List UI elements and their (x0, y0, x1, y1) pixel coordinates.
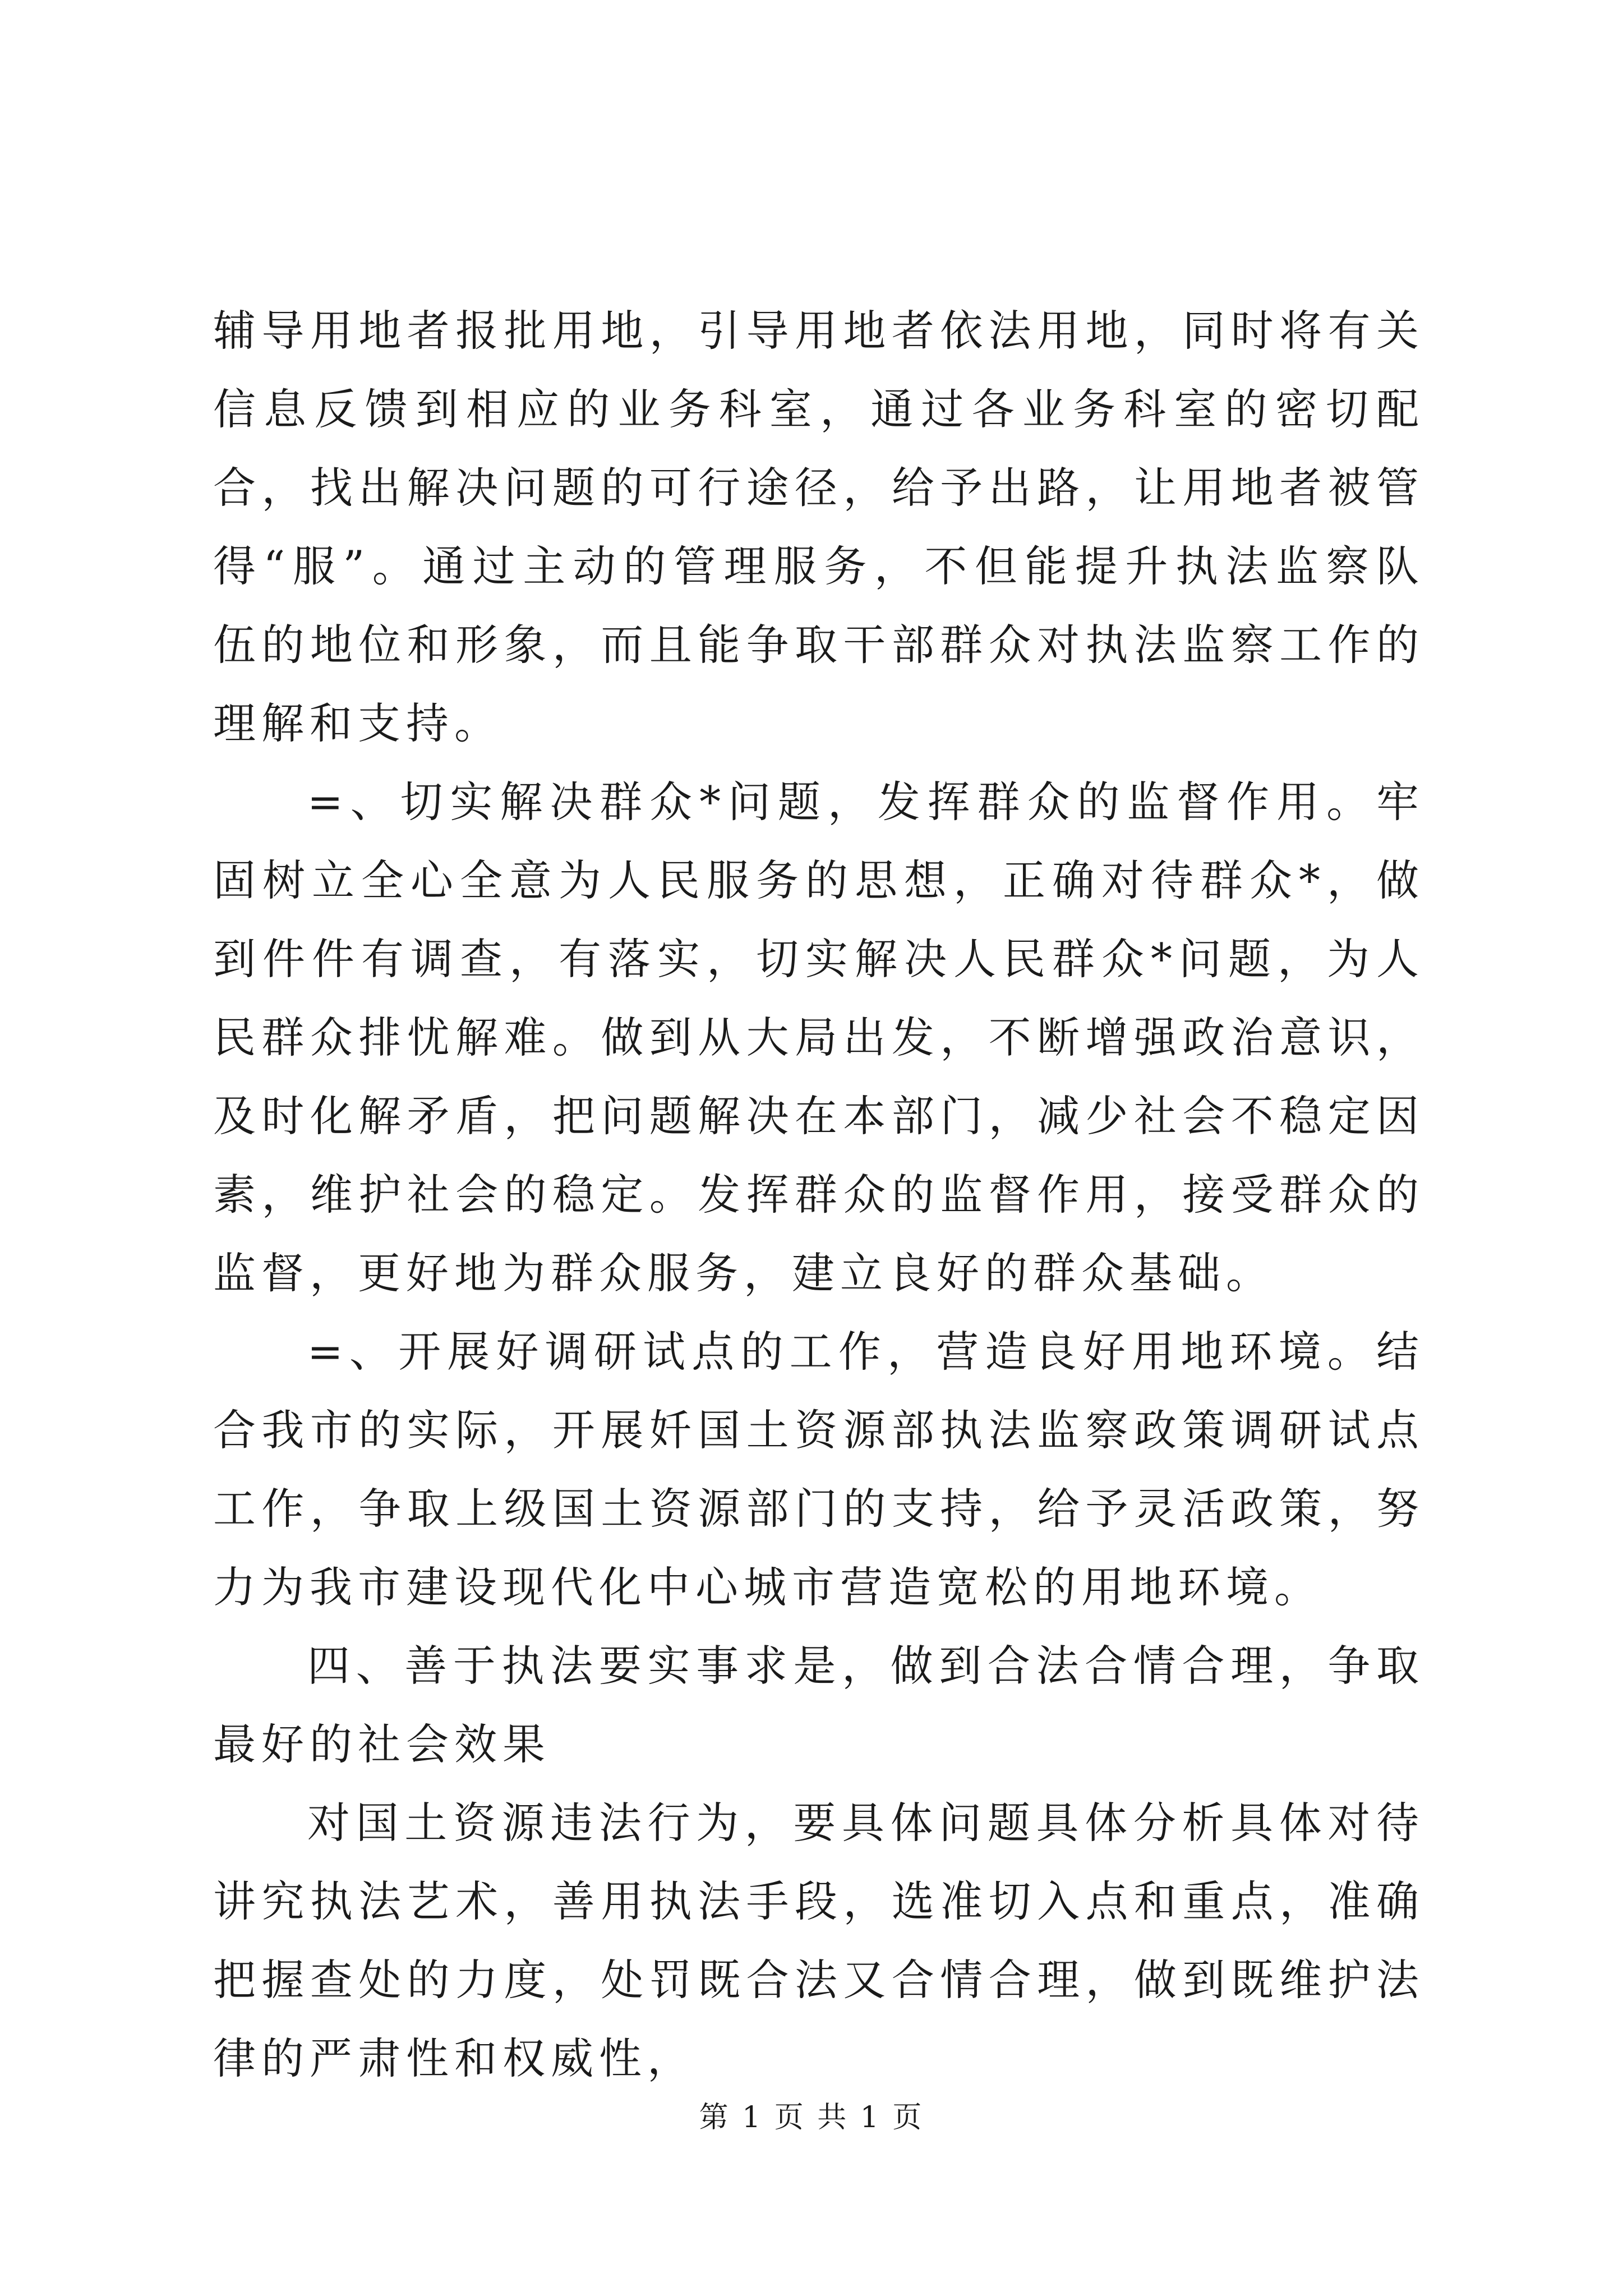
page-number-footer: 第 1 页 共 1 页 (699, 2101, 924, 2134)
paragraph-section-four-body: 对国土资源违法行为，要具体问题具体分析具体对待讲究执法艺术，善用执法手段，选准切入点和重点，准确把握查处的力度，处罚既合法又合情合理，做到既维护法律的严肃性和权威性， (213, 1798, 1424, 2083)
paragraph-continuation: 辅导用地者报批用地，引导用地者依法用地，同时将有关信息反馈到相应的业务科室，通过各业务科室的密切配合，找出解决问题的可行途径，给予出路，让用地者被管得“服”。通过主动的管理服务，不但能提升执法监察队伍的地位和形象，而且能争取干部群众对执法监察工作的理解和支持。 (213, 306, 1424, 748)
paragraph-section-heading-four: 四、善于执法要实事求是，做到合法合情合理，争取最好的社会效果 (213, 1641, 1424, 1769)
paragraph-section-research-pilot: =、开展好调研试点的工作，营造良好用地环境。结合我市的实际，开展奷国土资源部执法监察政策调研试点工作，争取上级国土资源部门的支持，给予灵活政策，努力为我市建设现代化中心城市营造宽松的用地环境。 (213, 1327, 1424, 1612)
paragraph-section-handle-petitions: =、切实解决群众*问题，发挥群众的监督作用。牢固树立全心全意为人民服务的思想，正确对待群众*，做到件件有调查，有落实，切实解决人民群众*问题，为人民群众排忧解难。做到从大局出发，不断增强政治意识，及时化解矛盾，把问题解决在本部门，减少社会不稳定因素，维护社会的稳定。发挥群众的监督作用，接受群众的监督，更好地为群众服务，建立良好的群众基础。 (213, 777, 1424, 1298)
document-body (213, 292, 1424, 2098)
